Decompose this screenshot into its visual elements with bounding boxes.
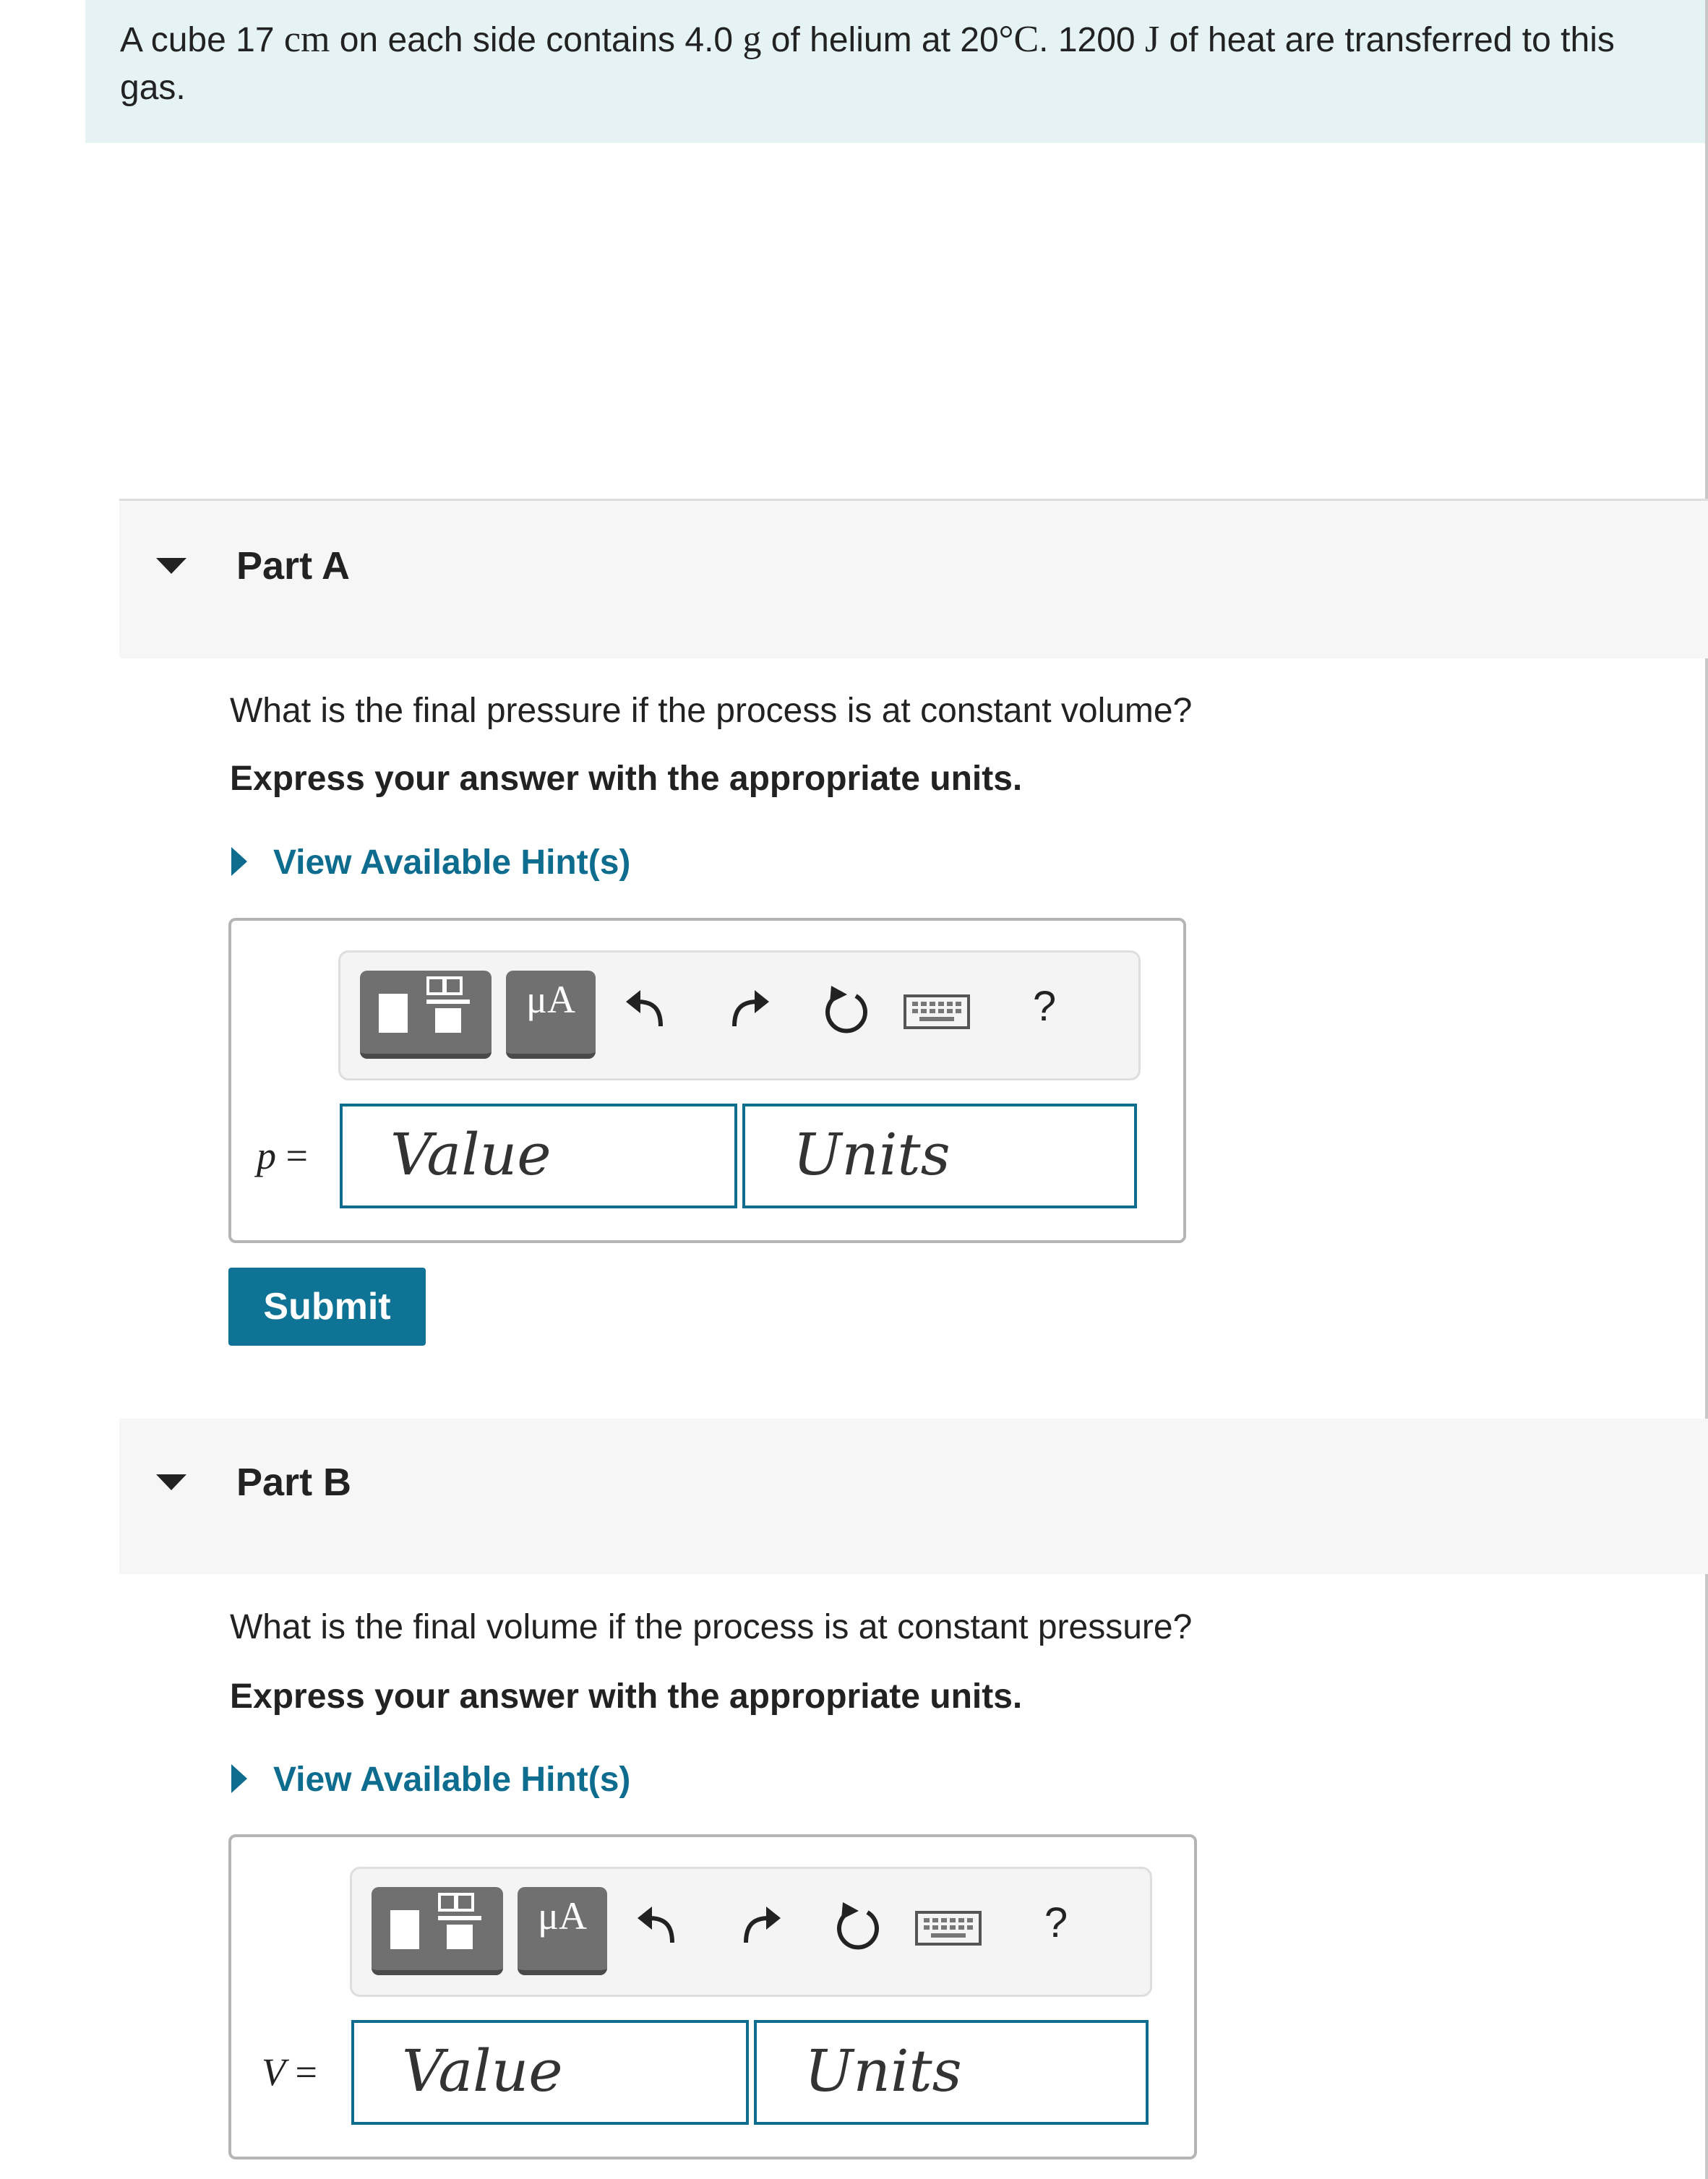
part-b-hint-link[interactable]: View Available Hint(s) xyxy=(273,1761,631,1799)
caret-right-icon[interactable] xyxy=(231,847,247,876)
problem-text: A cube 17 xyxy=(120,21,284,59)
variable-symbol: V xyxy=(262,2050,286,2094)
problem-statement xyxy=(85,0,1708,143)
caret-down-icon[interactable] xyxy=(156,1474,186,1490)
part-a-submit-button[interactable]: Submit xyxy=(228,1268,426,1346)
help-icon[interactable]: ? xyxy=(1044,1899,1068,1946)
part-a-units-input[interactable]: Units xyxy=(742,1104,1137,1208)
unit-j: J xyxy=(1144,19,1160,60)
unit-cm: cm xyxy=(283,19,330,60)
equals-sign: = xyxy=(295,2050,317,2094)
keyboard-icon[interactable] xyxy=(914,1908,983,1948)
unit-degc: °C xyxy=(998,19,1039,60)
variable-symbol: p xyxy=(257,1134,276,1177)
keyboard-icon[interactable] xyxy=(902,992,971,1032)
problem-text: of helium at 20 xyxy=(761,21,999,59)
part-b-variable-label xyxy=(262,2050,317,2094)
part-a-header[interactable] xyxy=(119,501,1708,658)
units-button[interactable]: μA xyxy=(506,971,596,1059)
units-button[interactable]: μA xyxy=(518,1887,607,1975)
part-b-header[interactable] xyxy=(119,1419,1708,1574)
part-a-value-input[interactable]: Value xyxy=(340,1104,737,1208)
part-a-instruction: Express your answer with the appropriate units. xyxy=(230,760,1023,798)
right-edge-divider xyxy=(1705,0,1708,2179)
equals-sign: = xyxy=(286,1134,308,1177)
part-b-instruction: Express your answer with the appropriate units. xyxy=(230,1677,1023,1716)
redo-icon[interactable] xyxy=(726,983,772,1033)
reset-icon[interactable] xyxy=(833,1898,883,1953)
undo-icon[interactable] xyxy=(623,983,669,1033)
undo-icon[interactable] xyxy=(635,1899,681,1950)
part-b-question: What is the final volume if the process is at constant pressure? xyxy=(230,1608,1193,1646)
part-a-hint-link[interactable]: View Available Hint(s) xyxy=(273,843,631,882)
redo-icon[interactable] xyxy=(737,1899,784,1950)
part-b-title: Part B xyxy=(236,1461,352,1504)
part-a-question: What is the final pressure if the process is at constant volume? xyxy=(230,692,1193,730)
reset-icon[interactable] xyxy=(821,981,872,1036)
caret-down-icon[interactable] xyxy=(156,558,186,574)
help-icon[interactable]: ? xyxy=(1032,983,1057,1030)
templates-icon xyxy=(372,1887,503,1970)
templates-icon xyxy=(360,971,492,1054)
part-b-units-input[interactable]: Units xyxy=(754,2020,1149,2125)
part-a-title: Part A xyxy=(236,544,351,588)
templates-button[interactable] xyxy=(372,1887,503,1975)
part-a-variable-label xyxy=(257,1133,308,1178)
problem-text: . 1200 xyxy=(1039,21,1145,59)
problem-text: of heat are transferred to this gas. xyxy=(120,21,1615,107)
part-b-value-input[interactable]: Value xyxy=(351,2020,749,2125)
templates-button[interactable] xyxy=(360,971,492,1059)
caret-right-icon[interactable] xyxy=(231,1764,247,1793)
problem-text: on each side contains 4.0 xyxy=(330,21,743,59)
unit-g: g xyxy=(742,19,762,60)
